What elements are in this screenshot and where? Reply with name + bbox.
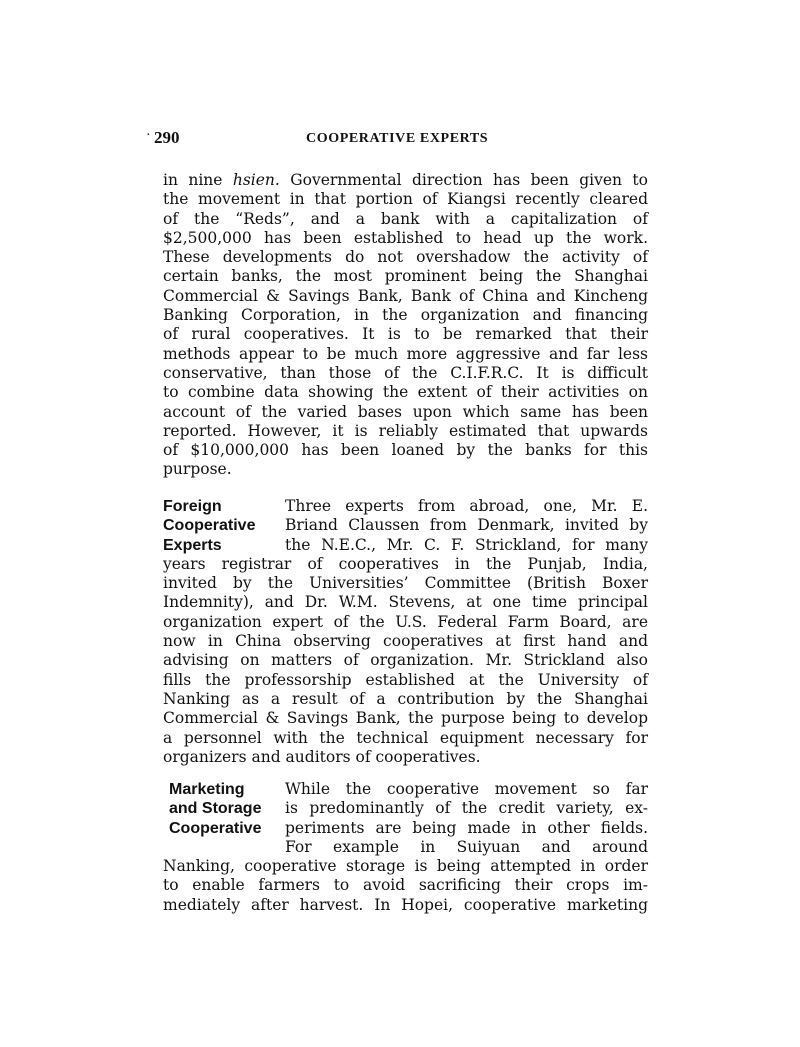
paragraph-line: of rural cooperatives. It is to be remarked that their xyxy=(163,325,648,344)
paragraph-line: the movement in that portion of Kiangsi recently cleared xyxy=(163,190,648,209)
paragraph-line: Commercial & Savings Bank, the purpose being to develop xyxy=(163,709,648,728)
paragraph-line: organization expert of the U.S. Federal Farm Board, are xyxy=(163,612,648,631)
paragraph-line: invited by the Universities’ Committee (British Boxer xyxy=(163,574,648,593)
paragraph-line: Banking Corporation, in the organization and financing xyxy=(163,306,648,325)
paragraph-line: of the “Reds”, and a bank with a capitalization of xyxy=(163,209,648,228)
paragraph-line: These developments do not overshadow the activity of xyxy=(163,248,648,267)
sidehead-line: Cooperative xyxy=(163,517,256,535)
paragraph-line: to enable farmers to avoid sacrificing their crops im- xyxy=(163,876,648,895)
running-head: COOPERATIVE EXPERTS xyxy=(306,131,489,146)
paragraph-line: years registrar of cooperatives in the Punjab, India, xyxy=(163,554,648,573)
paragraph-line: Briand Claussen from Denmark, invited by xyxy=(285,516,648,535)
paragraph-line-last: organizers and auditors of cooperatives. xyxy=(163,747,481,766)
section-foreign-experts xyxy=(163,497,648,767)
first-line-start: in nine xyxy=(163,171,233,189)
paragraph-line: For example in Suiyuan and around xyxy=(285,837,648,856)
paragraph-line-last: purpose. xyxy=(163,460,232,479)
paragraph-line: a personnel with the technical equipment necessary for xyxy=(163,728,648,747)
paragraph-line: the N.E.C., Mr. C. F. Strickland, for many xyxy=(285,535,648,554)
paragraph-line: to combine data showing the extent of their activities on xyxy=(163,383,648,402)
sidehead-line: and Storage xyxy=(169,800,262,818)
sidehead-line: Experts xyxy=(163,536,222,554)
paragraph-line: now in China observing cooperatives at first hand and xyxy=(163,632,648,651)
paragraph-line: advising on matters of organization. Mr. Strickland also xyxy=(163,651,648,670)
paragraph-line: certain banks, the most prominent being the Shanghai xyxy=(163,267,648,286)
paragraph-line: periments are being made in other fields. xyxy=(285,818,648,837)
paragraph-line: Indemnity), and Dr. W.M. Stevens, at one time principal xyxy=(163,593,648,612)
paragraph-line: Nanking, cooperative storage is being attempted in order xyxy=(163,857,648,876)
sidehead-line: Marketing xyxy=(169,781,245,798)
hsien-italic: hsien. xyxy=(232,171,280,189)
paragraph-line: of $10,000,000 has been loaned by the banks for this xyxy=(163,441,648,460)
section-marketing-storage xyxy=(163,780,648,915)
paragraph-line: is predominantly of the credit variety, ex- xyxy=(285,799,648,818)
first-line-rest: Governmental direction has been given to xyxy=(279,171,648,189)
paragraph-line: Nanking as a result of a contribution by the Shanghai xyxy=(163,689,648,708)
paragraph-line: fills the professorship established at the University of xyxy=(163,670,648,689)
paragraph-line: Three experts from abroad, one, Mr. E. xyxy=(285,497,648,515)
sidehead-line: Cooperative xyxy=(169,819,262,837)
paragraph-banks xyxy=(163,171,648,480)
sidehead-foreign-experts xyxy=(163,497,255,555)
paragraph-line: $2,500,000 has been established to head up the work. xyxy=(163,228,648,247)
sidehead-line: Foreign xyxy=(163,498,222,515)
page-number: 290 xyxy=(154,128,180,147)
paragraph-line-first xyxy=(163,171,648,190)
sidehead-marketing-storage xyxy=(169,780,261,838)
paragraph-line: methods appear to be much more aggressive and far less xyxy=(163,344,648,363)
paragraph-line: account of the varied bases upon which same has been xyxy=(163,402,648,421)
paragraph-line: While the cooperative movement so far xyxy=(285,780,648,798)
page-mark: · xyxy=(146,128,151,143)
section-body xyxy=(163,780,648,915)
paragraph-line: reported. However, it is reliably estimated that upwards xyxy=(163,421,648,440)
paragraph-line: mediately after harvest. In Hopei, cooperative marketing xyxy=(163,895,648,914)
paragraph-line: Commercial & Savings Bank, Bank of China and Kincheng xyxy=(163,286,648,305)
section-body xyxy=(163,497,648,767)
paragraph-line: conservative, than those of the C.I.F.R.C. It is difficult xyxy=(163,363,648,382)
